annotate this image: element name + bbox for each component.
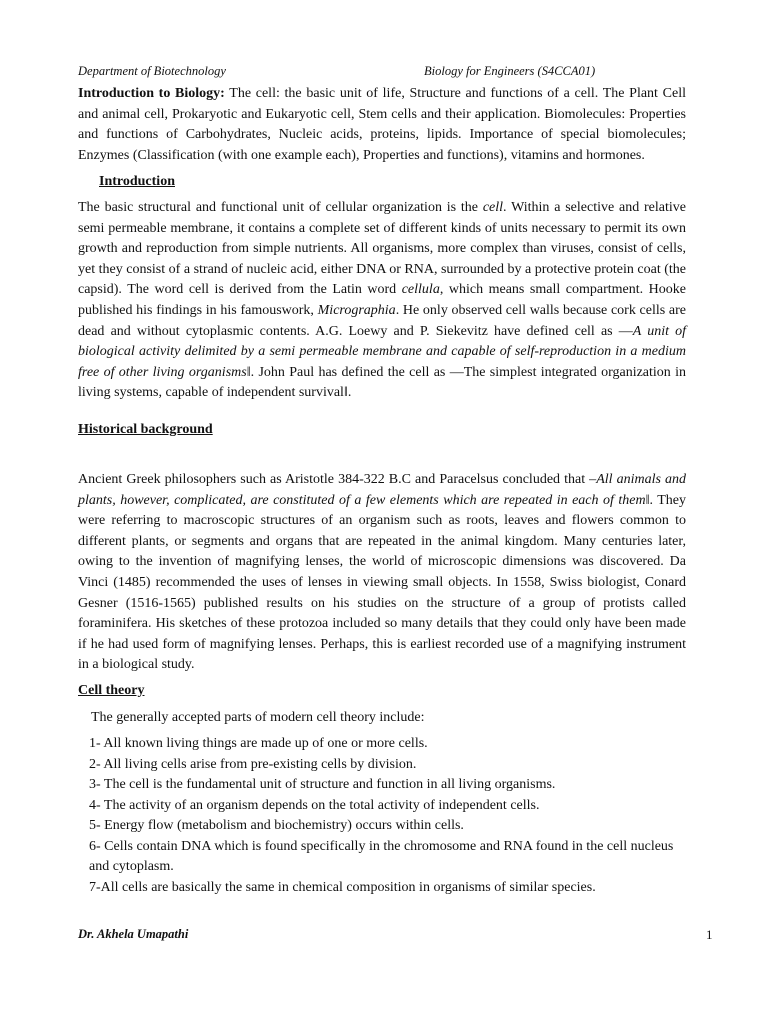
list-item: 6- Cells contain DNA which is found specifically in the chromosome and RNA found in the cell nucleus and cytoplasm. — [89, 838, 674, 874]
cell-theory-lead: The generally accepted parts of modern cell theory include: — [91, 710, 425, 725]
introduction-heading: Introduction — [99, 174, 175, 189]
cell-theory-list — [89, 734, 689, 898]
intro-term-cell: cell — [482, 200, 504, 215]
history-text-b: . They were referring to macroscopic structures of an organism such as roots, leaves and flowers common to different plants, or segments and organs that are repeated in the animal kingdom. Many centuries later, owing to the invention of magnifying lenses, the world of microscopic dimensions was discovered. Da Vinci (1485) recommended the uses of lenses in viewing small objects. In 1558, Swiss biologist, Conard Gesner (1516-1565) published results on his studies on the structure of a group of protists called foraminifera. His sketches of these protozoa included so many details that they could only have been made if he had used form of magnifying lenses. Perhaps, this is earliest recorded use of a magnifying instrument in a biological study. — [78, 492, 686, 673]
history-heading: Historical background — [78, 422, 213, 437]
history-paragraph — [78, 470, 686, 676]
intro-text-b: . Within a selective and relative semi permeable membrane, it contains a complete set of different kinds of units necessary to permit its own growth and reproduction from simple nutrients. All organisms, more complex than viruses, consist of cells, yet they consist of a strand of nucleic acid, either DNA or RNA, surrounded by a protective protein coat (the capsid). The word cell is derived from the Latin word — [78, 200, 686, 298]
intro-term-micrographia: Micrographia — [317, 302, 396, 318]
intro-text-e: . John Paul has defined the cell as —The simplest integrated organization in living systems, capable of independent survival‖. — [78, 364, 687, 401]
intro-text-c: , which means small compartment. Hooke published his findings in his famouswork, — [78, 282, 686, 318]
intro-term-cellula: cellula — [401, 282, 440, 298]
list-item: 5- Energy flow (metabolism and biochemistry) occurs within cells. — [89, 818, 464, 833]
intro-definition: A unit of biological activity delimited by a semi permeable membrane and capable of self-reproduction in a medium free of other living organisms‖ — [78, 323, 687, 380]
footer-author: Dr. Akhela Umapathi — [78, 927, 189, 941]
history-quote: All animals and plants, however, complicated, are constituted of a few elements which are repeated in each of them‖ — [78, 472, 687, 508]
intro-text-d: . He only observed cell walls because cork cells are dead and without cytoplasmic contents. A.G. Loewy and P. Siekevitz have defined cell as — — [78, 302, 686, 339]
intro-text-a: The basic structural and functional unit of cellular organization is the — [78, 200, 483, 215]
list-item: 4- The activity of an organism depends on the total activity of independent cells. — [89, 797, 540, 813]
history-text-a: Ancient Greek philosophers such as Aristotle 384-322 B.C and Paracelsus concluded that – — [78, 472, 597, 487]
cell-theory-heading: Cell theory — [78, 683, 145, 698]
list-item: 7-All cells are basically the same in chemical composition in organisms of similar species. — [89, 879, 596, 895]
list-item: 1- All known living things are made up of one or more cells. — [89, 736, 428, 751]
syllabus-lead: Introduction to Biology: — [78, 86, 225, 101]
introduction-paragraph — [78, 198, 686, 404]
syllabus-paragraph — [78, 84, 686, 166]
list-item: 2- All living cells arise from pre-existing cells by division. — [89, 756, 417, 772]
department-label: Department of Biotechnology — [78, 64, 226, 78]
list-item: 3- The cell is the fundamental unit of structure and function in all living organisms. — [89, 777, 556, 792]
syllabus-text: The cell: the basic unit of life, Structure and functions of a cell. The Plant Cell and animal cell, Prokaryotic and Eukaryotic cell, Stem cells and their application. Biomolecules: Properties and functions of Carbohydrates, Nucleic acids, proteins, lipids. Importance of special biomolecules; Enzymes (Classification (with one example each), Properties and functions), vitamins and hormones. — [78, 86, 686, 163]
course-label: Biology for Engineers (S4CCA01) — [424, 64, 596, 78]
page-number: 1 — [706, 927, 713, 942]
